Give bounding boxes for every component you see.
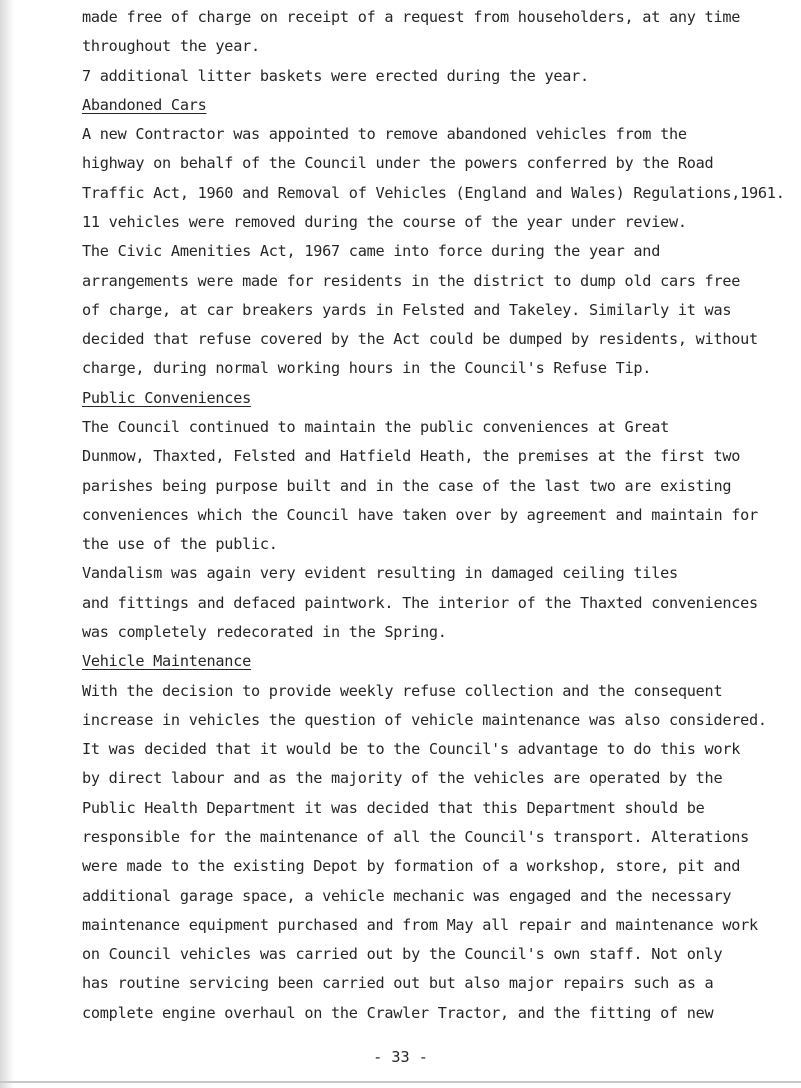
text-line: Dunmow, Thaxted, Felsted and Hatfield Heath, the premises at the first two: [82, 447, 741, 466]
text-line: was completely redecorated in the Spring.: [82, 623, 447, 641]
text-line: A new Contractor was appointed to remove abandoned vehicles from the: [82, 125, 687, 144]
text-line: With the decision to provide weekly refuse collection and the consequent: [82, 681, 723, 700]
section-heading-vehicle-maintenance: Vehicle Maintenance: [82, 652, 251, 671]
page-bottom-rule: [0, 1081, 801, 1083]
text-line: has routine servicing been carried out but also major repairs such as a: [82, 974, 714, 993]
text-line: complete engine overhaul on the Crawler Tractor, and the fitting of new: [82, 1003, 714, 1022]
text-line: parishes being purpose built and in the case of the last two are existing: [82, 476, 732, 495]
page-number: - 33 -: [373, 1048, 428, 1066]
text-line: on Council vehicles was carried out by the Council's own staff. Not only: [82, 945, 723, 964]
text-line: made free of charge on receipt of a request from householders, at any time: [82, 8, 741, 26]
text-line: additional garage space, a vehicle mechanic was engaged and the necessary: [82, 886, 732, 905]
text-line: responsible for the maintenance of all the Council's transport. Alterations: [82, 828, 750, 846]
section-heading-abandoned-cars: Abandoned Cars: [82, 95, 207, 114]
text-line: increase in vehicles the question of vehicle maintenance was also considered.: [82, 710, 767, 729]
text-line: arrangements were made for residents in the district to dump old cars free: [82, 271, 741, 290]
text-line: Traffic Act, 1960 and Removal of Vehicles (England and Wales) Regulations,1961.: [82, 183, 785, 202]
text-line: The Council continued to maintain the public conveniences at Great: [82, 418, 669, 436]
text-line: were made to the existing Depot by formation of a workshop, store, pit and: [82, 857, 741, 876]
text-line: and fittings and defaced paintwork. The interior of the Thaxted conveniences: [82, 593, 758, 612]
text-line: charge, during normal working hours in the Council's Refuse Tip.: [82, 359, 652, 378]
text-line: of charge, at car breakers yards in Felsted and Takeley. Similarly it was: [82, 300, 732, 319]
text-line: 7 additional litter baskets were erected during the year.: [82, 66, 589, 85]
text-line: maintenance equipment purchased and from May all repair and maintenance work: [82, 915, 758, 934]
section-heading-public-conveniences: Public Conveniences: [82, 388, 251, 407]
text-line: 11 vehicles were removed during the course of the year under review.: [82, 213, 687, 231]
text-line: the use of the public.: [82, 535, 278, 554]
text-line: It was decided that it would be to the Council's advantage to do this work: [82, 740, 741, 759]
text-line: Public Health Department it was decided that this Department should be: [82, 798, 705, 817]
text-line: decided that refuse covered by the Act could be dumped by residents, without: [82, 330, 758, 349]
text-line: throughout the year.: [82, 37, 260, 56]
text-line: conveniences which the Council have taken over by agreement and maintain for: [82, 505, 758, 524]
text-line: highway on behalf of the Council under the powers conferred by the Road: [82, 154, 714, 173]
text-line: The Civic Amenities Act, 1967 came into force during the year and: [82, 242, 661, 261]
text-line: by direct labour and as the majority of the vehicles are operated by the: [82, 769, 723, 788]
text-line: Vandalism was again very evident resulting in damaged ceiling tiles: [82, 564, 678, 583]
